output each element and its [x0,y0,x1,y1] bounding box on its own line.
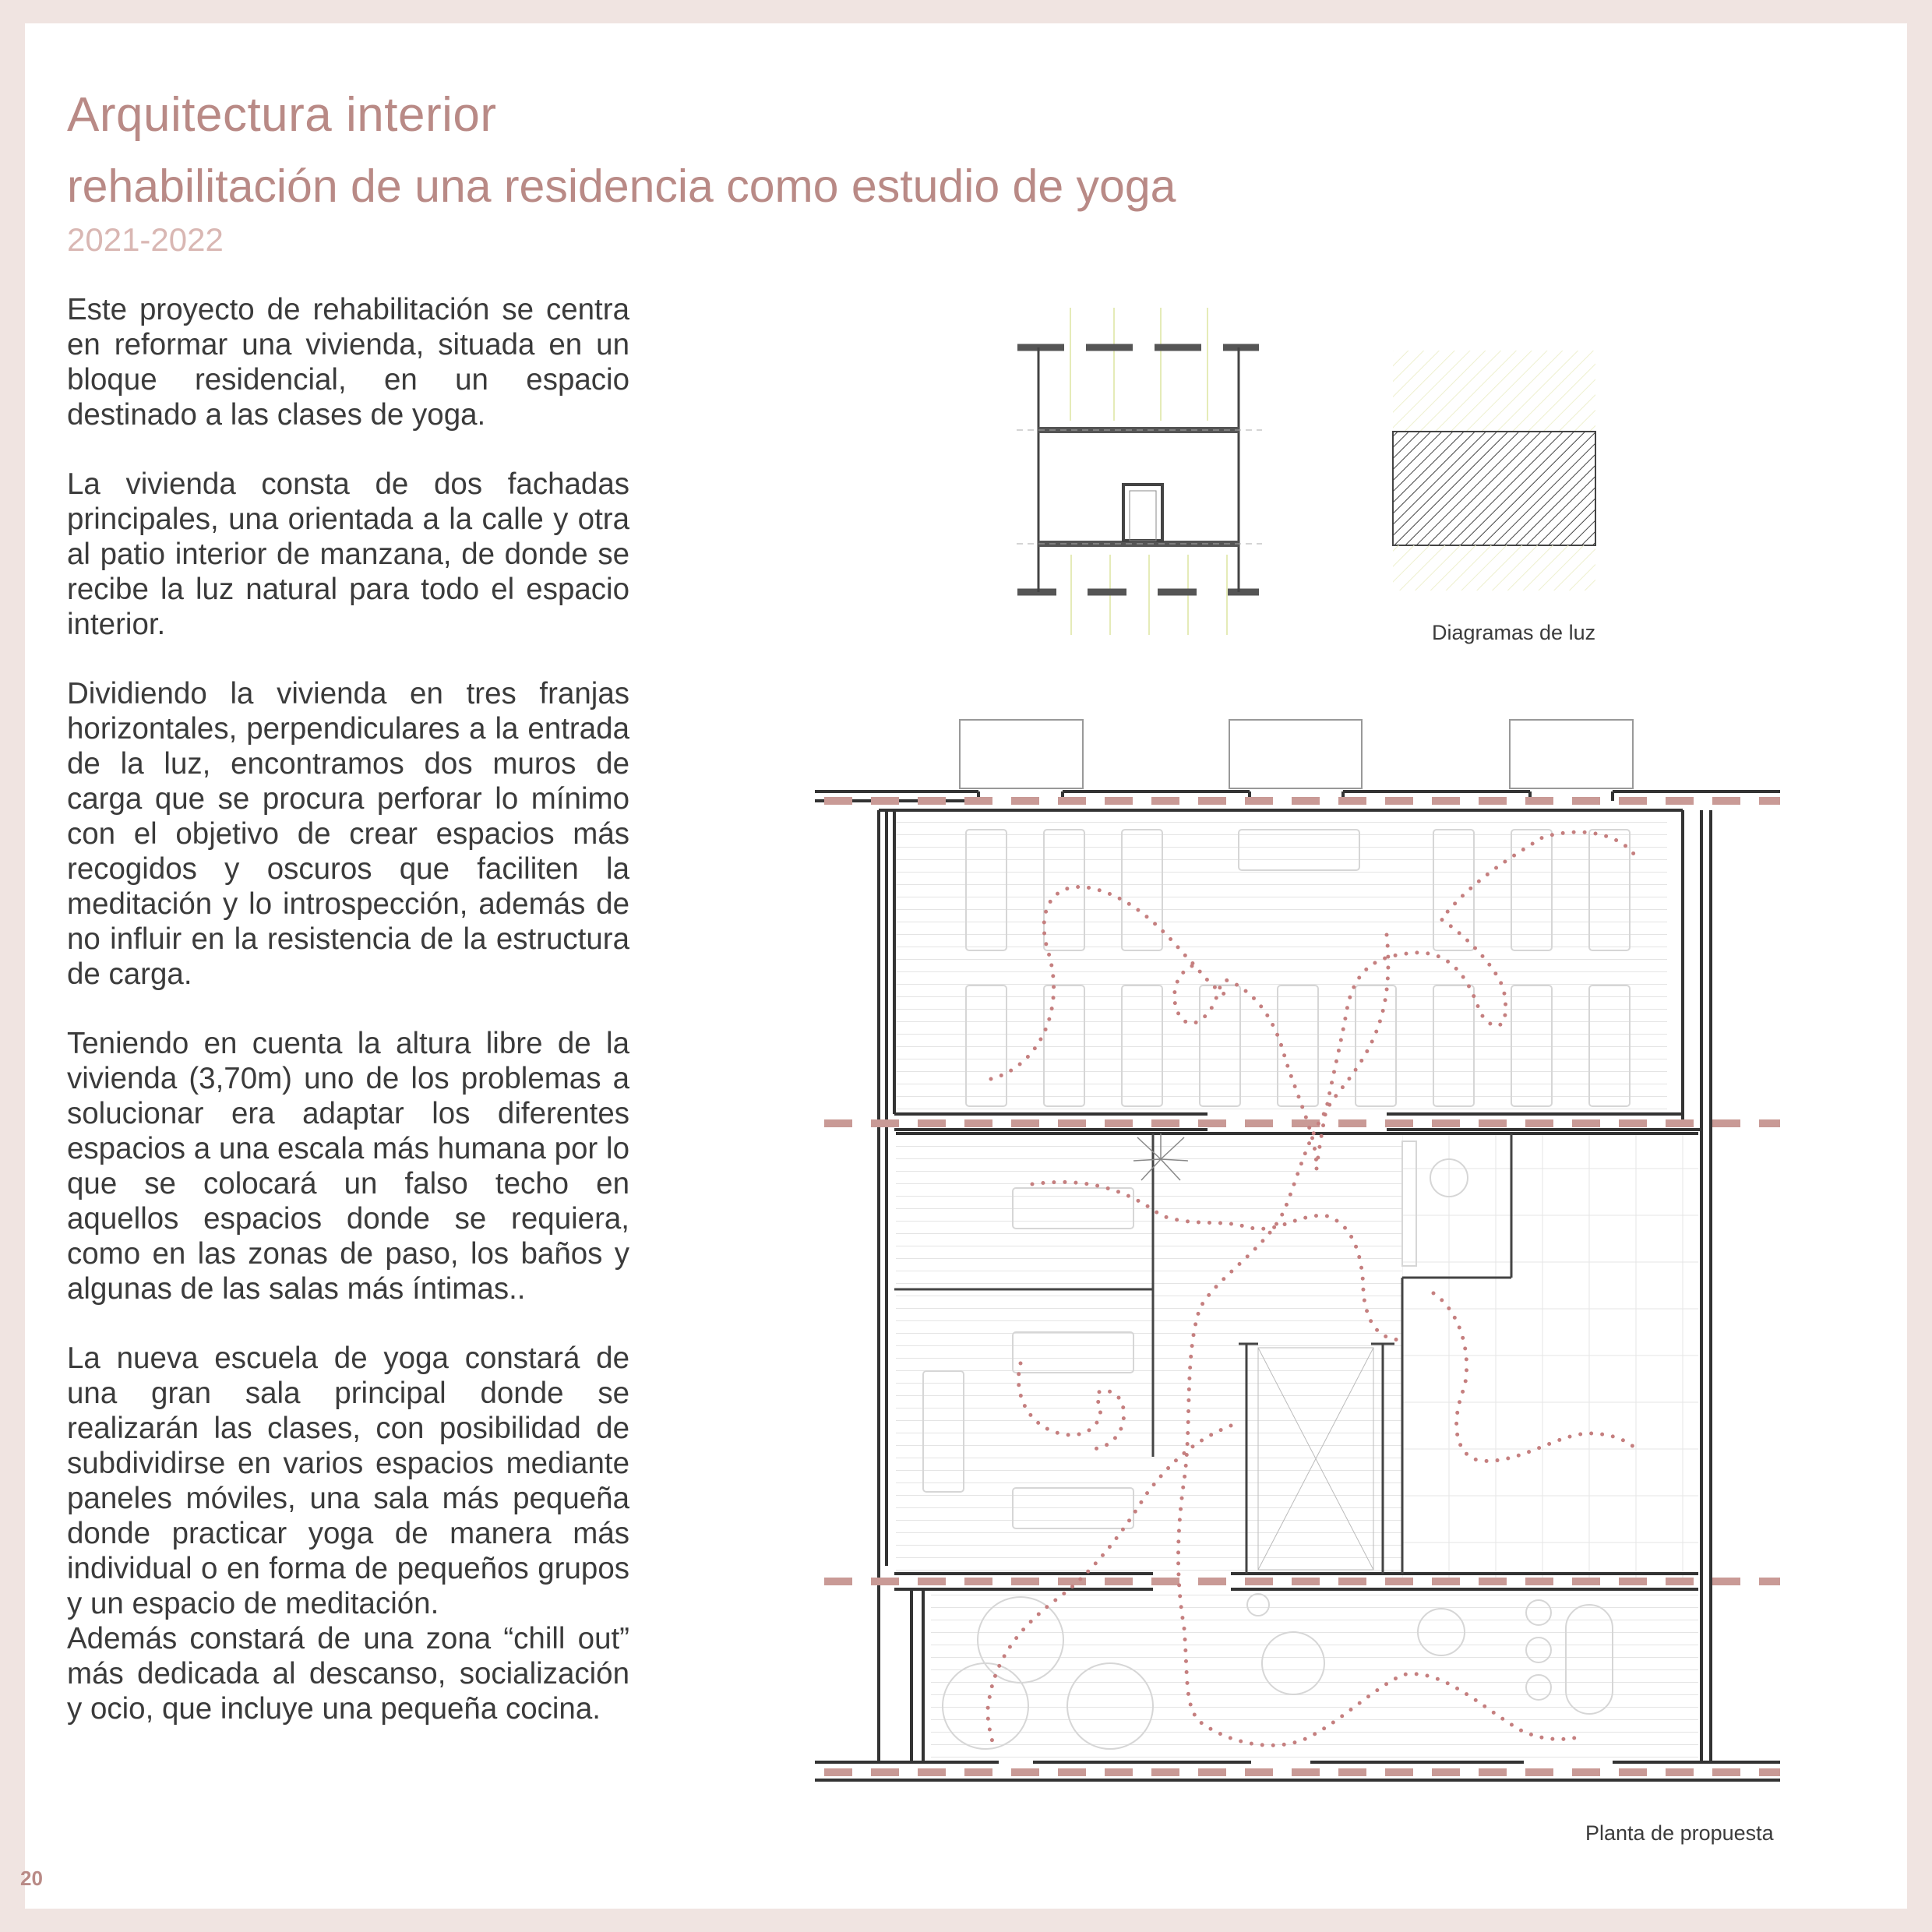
paragraph: Dividiendo la vivienda en tres franjas horizontales, perpendiculares a la entrada de la luz, encontramos dos muros de carga que se procura perforar lo mínimo con el objetivo de crear espacios más recogidos y oscuros que faciliten la meditación y lo introspección, además de no influir en la resistencia de la estructura de carga. [67,677,629,991]
paragraph: La vivienda consta de dos fachadas principales, una orientada a la calle y otra al patio interior de manzana, de donde se recibe la luz natural para todo el espacio interior. [67,467,629,641]
page-number: 20 [20,1867,43,1890]
hatch-diagram [1393,351,1595,591]
caption-light-diagrams: Diagramas de luz [1432,621,1596,644]
paragraph: La nueva escuela de yoga constará de una gran sala principal donde se realizarán las clases, con posibilidad de subdividirse en varios espacios mediante paneles móviles, una sala más pequeña donde practicar yoga de manera más individual o en forma de pequeños grupos y un espacio de meditación. [67,1341,629,1620]
paragraph: Además constará de una zona “chill out” más dedicada al descanso, socialización y ocio, que incluye una pequeña cocina. [67,1622,629,1726]
caption-plan: Planta de propuesta [1585,1821,1774,1845]
floor-plan [815,720,1780,1780]
page-subtitle: rehabilitación de una residencia como estudio de yoga [67,160,1176,212]
project-years: 2021-2022 [67,221,224,258]
page-title: Arquitectura interior [67,88,497,142]
paragraph: Este proyecto de rehabilitación se centra en reformar una vivienda, situada en un bloque residencial, en un espacio destinado a las clases de yoga. [67,293,629,432]
section-diagram [1017,308,1262,635]
paragraph: Teniendo en cuenta la altura libre de la vivienda (3,70m) uno de los problemas a solucionar era adaptar los diferentes espacios a una escala más humana por lo que se colocará un falso techo en aquellos espacios donde se requiera, como en las zonas de paso, los baños y algunas de las salas más íntimas.. [67,1027,629,1306]
